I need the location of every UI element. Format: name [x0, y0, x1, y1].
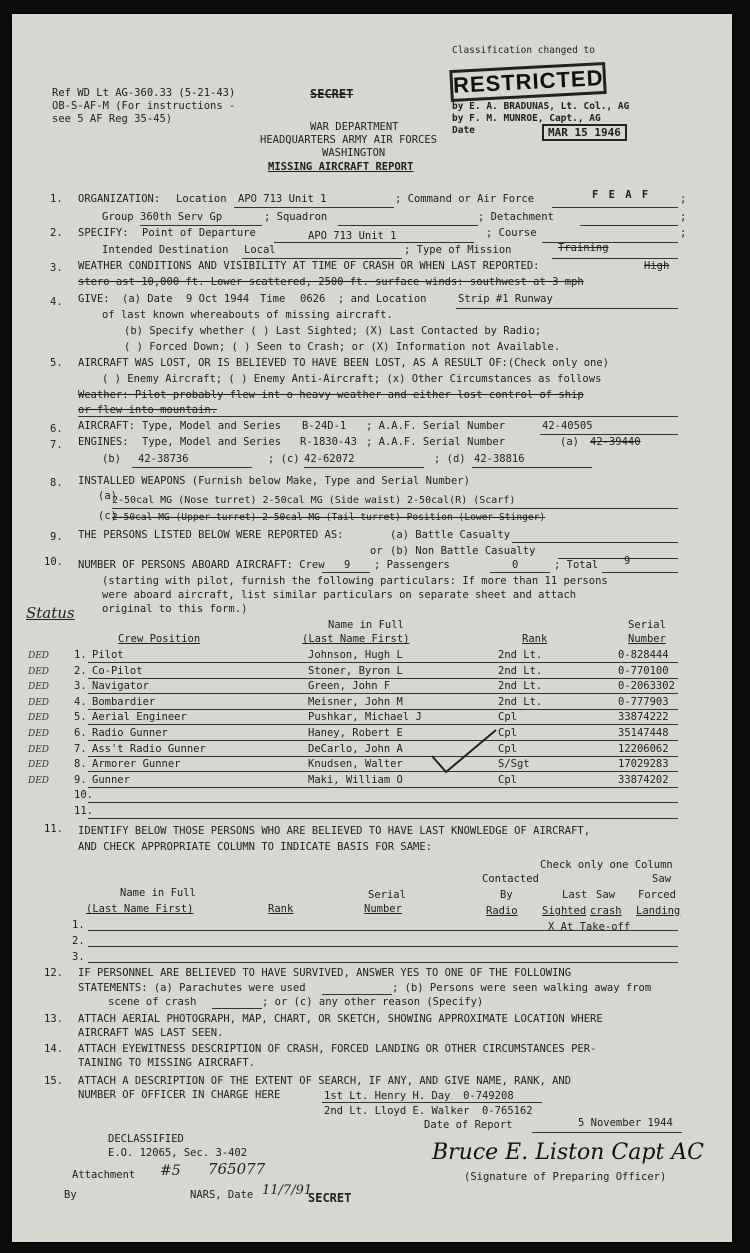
survived-line-3: scene of crash: [108, 996, 197, 1008]
aircraft-type-value: B-24D-1: [302, 420, 347, 432]
eo-reference: E.O. 12065, Sec. 3-402: [108, 1147, 248, 1159]
eyewitness-line-2: TAINING TO MISSING AIRCRAFT.: [78, 1057, 256, 1069]
crew-number: 8.: [74, 758, 87, 771]
attachment-label: Attachment: [72, 1169, 136, 1181]
attachment-number: #5: [160, 1163, 181, 1179]
destination-value: Local: [244, 244, 276, 256]
crew-serial: 17029283: [618, 758, 669, 771]
attach-photo-line-2: AIRCRAFT WAS LAST SEEN.: [78, 1027, 224, 1039]
section-7-number: 7.: [50, 439, 63, 451]
section-12-number: 12.: [44, 967, 63, 979]
date-label: (a) Date: [122, 293, 173, 305]
crew-number: 3.: [74, 680, 87, 693]
crew-position: Radio Gunner: [92, 727, 168, 739]
engine-type-value: R-1830-43: [300, 436, 357, 448]
detachment-label: ; Detachment: [478, 211, 554, 223]
survived-line-3b: ; or (c) any other reason (Specify): [262, 996, 484, 1008]
col-radio: Radio: [486, 905, 518, 917]
witness-col-name-2: (Last Name First): [86, 903, 194, 915]
classification-changed: Classification changed to: [452, 45, 595, 56]
departure-value: APO 713 Unit 1: [308, 230, 397, 242]
crew-status: DED: [28, 744, 50, 755]
witness-row-3: 3.: [72, 951, 85, 963]
crew-position: Co-Pilot: [92, 664, 143, 677]
section-6-number: 6.: [50, 423, 63, 435]
destination-label: Intended Destination: [102, 244, 229, 256]
engine-a-serial: 42-39440: [590, 436, 641, 448]
engine-serial-label: ; A.A.F. Serial Number: [366, 436, 506, 448]
time-label: Time: [260, 293, 286, 305]
declassified-stamp: DECLASSIFIED: [108, 1133, 184, 1145]
col-crew-position: Crew Position: [118, 633, 201, 645]
crew-serial: 0-828444: [618, 649, 669, 661]
crew-position: Armorer Gunner: [92, 758, 181, 771]
survived-line-2: STATEMENTS: (a) Parachutes were used: [78, 982, 306, 994]
declassified-date: 11/7/91: [262, 1183, 313, 1198]
identify-line-1: IDENTIFY BELOW THOSE PERSONS WHO ARE BELIEVED TO HAVE LAST KNOWLEDGE OF AIRCRAFT,: [78, 825, 591, 837]
crew-serial: 33874222: [618, 711, 669, 724]
location-value: APO 713 Unit 1: [238, 193, 327, 205]
officer-in-charge-2: 2nd Lt. Lloyd E. Walker 0-765162: [324, 1105, 533, 1117]
attachment-code: 765077: [208, 1160, 266, 1178]
crew-status: DED: [28, 713, 50, 724]
signature-label: (Signature of Preparing Officer): [464, 1171, 667, 1183]
crew-rank: 2nd Lt.: [498, 649, 543, 661]
crew-serial: 0-2063302: [618, 680, 675, 693]
hq-army-air-forces: HEADQUARTERS ARMY AIR FORCES: [260, 134, 438, 146]
crew-serial: 35147448: [618, 727, 669, 739]
passengers-count: 0: [512, 559, 519, 571]
crew-rank: Cpl: [498, 773, 517, 786]
section-9-number: 9.: [50, 531, 63, 543]
check-mark-icon: [430, 726, 500, 776]
specify-whether-text: (b) Specify whether ( ) Last Sighted; (X) Last Contacted by Radio;: [124, 325, 542, 337]
crew-status: DED: [28, 651, 50, 661]
crew-rank: S/Sgt: [498, 758, 530, 771]
casualty-or: or: [370, 545, 383, 557]
classification-by-1: by E. A. BRADUNAS, Lt. Col., AG: [452, 101, 630, 112]
crew-name: Meisner, John M: [308, 695, 403, 708]
section-14-number: 14.: [44, 1043, 63, 1055]
identify-line-2: AND CHECK APPROPRIATE COLUMN TO INDICATE BASIS FOR SAME:: [78, 841, 433, 853]
witness-row-2: 2.: [72, 935, 85, 947]
col-contacted: Contacted: [482, 873, 539, 885]
crew-position: Gunner: [92, 773, 130, 786]
crew-row-rule: [88, 771, 678, 772]
particulars-line-2: were aboard aircraft, list similar particulars on separate sheet and attach: [102, 589, 577, 601]
lost-cause-options: ( ) Enemy Aircraft; ( ) Enemy Anti-Aircraft; (x) Other Circumstances as follows: [102, 373, 602, 385]
crew-row-rule: [88, 693, 678, 694]
crew-number: 11.: [74, 805, 93, 817]
crew-position: Pilot: [92, 649, 124, 661]
lost-cause-value-2: or flew into mountain.: [78, 404, 218, 416]
war-department: WAR DEPARTMENT: [310, 121, 399, 133]
ref-line-3: see 5 AF Reg 35-45): [52, 113, 173, 125]
section-11-number: 11.: [44, 823, 63, 835]
ref-line-1: Ref WD Lt AG-360.33 (5-21-43): [52, 87, 236, 99]
col-name-2: (Last Name First): [302, 633, 410, 645]
casualty-label: THE PERSONS LISTED BELOW WERE REPORTED AS:: [78, 529, 344, 541]
engine-d-serial: 42-38816: [474, 453, 525, 465]
crew-name: Johnson, Hugh L: [308, 649, 403, 661]
crew-position: Ass't Radio Gunner: [92, 742, 206, 755]
aircraft-serial-value: 42-40505: [542, 420, 593, 432]
col-by: By: [500, 889, 513, 901]
engine-c-label: ; (c): [268, 453, 300, 465]
engine-type-label: Type, Model and Series: [142, 436, 282, 448]
col-sighted: Sighted: [542, 905, 587, 917]
crew-status: DED: [28, 729, 50, 739]
officer-signature: Bruce E. Liston Capt AC: [432, 1140, 705, 1165]
search-line-1: ATTACH A DESCRIPTION OF THE EXTENT OF SEARCH, IF ANY, AND GIVE NAME, RANK, AND: [78, 1075, 572, 1087]
crew-position: Bombardier: [92, 695, 156, 708]
group-label: Group: [102, 211, 134, 223]
course-label: ; Course: [486, 227, 537, 239]
crew-status: DED: [28, 682, 50, 693]
crew-row-rule: [88, 740, 678, 741]
crew-row-rule: [88, 724, 678, 725]
crew-status: DED: [28, 775, 50, 786]
witness-row-1-mark: X At Take-off: [548, 921, 631, 933]
crash-location-value: Strip #1 Runway: [458, 293, 553, 305]
crew-name: DeCarlo, John A: [308, 742, 403, 755]
weather-label: WEATHER CONDITIONS AND VISIBILITY AT TIME OF CRASH OR WHEN LAST REPORTED:: [78, 260, 540, 272]
weather-value-2: stero ast 10,000 ft. Lower scattered, 2500 ft. surface winds: southwest at 3 mph: [78, 276, 584, 288]
crew-row-rule: [88, 662, 678, 663]
col-rank: Rank: [522, 633, 548, 645]
engine-a-label: (a): [560, 436, 579, 448]
section-15-number: 15.: [44, 1075, 63, 1087]
col-saw-forced: Saw: [652, 873, 671, 885]
command-label: ; Command or Air Force: [395, 193, 535, 205]
crew-position: Aerial Engineer: [92, 711, 187, 724]
engines-label: ENGINES:: [78, 436, 129, 448]
crew-row-rule: [88, 756, 678, 757]
crew-rank: 2nd Lt.: [498, 695, 543, 708]
engine-d-label: ; (d): [434, 453, 466, 465]
specify-label: SPECIFY:: [78, 227, 129, 239]
weapons-c-value: 2-50cal MG (Upper turret) 2-50cal MG (Tail turret) Position (Lower Stinger): [112, 512, 546, 523]
engine-b-serial: 42-38736: [138, 453, 189, 465]
organization-label: ORGANIZATION:: [78, 193, 161, 205]
col-name-1: Name in Full: [328, 619, 404, 631]
missing-aircraft-report-page: Ref WD Lt AG-360.33 (5-21-43) OB-S-AF-M (For instructions - see 5 AF Reg 35-45) SECRET Classification changed to RESTRICTED by E. A. BRADUNAS, Lt. Col., AG by F. M. MUNROE, Capt., AG Date MAR 15 1946 WAR DEPARTMENT HEADQUARTERS ARMY AIR FORCES WASHINGTON MISSING AIRCRAFT REPORT 1. ORGANIZATION: Location APO 713 Unit 1 ; Command or Air Force F E A F ; Group 360th Serv Gp ; Squadron ; Detachment ; 2. SPECIFY: Point of Departure APO 713 Unit 1 ; Course ; Intended Destination Local ; Type of Mission Training 3. WEATHER CONDITIONS AND VISIBILITY AT TIME OF CRASH OR WHEN LAST REPORTED: High stero ast 10,000 ft. Lower scattered, 2500 ft. surface winds: southwest at 3 mph 4. GIVE: (a) Date 9 Oct 1944 Time 0626 ; and Location Strip #1 Runway of last known whereabouts of missing aircraft. (b) Specify whether ( ) Last Sighted; (X) Last Contacted by Radio; ( ) Forced Down; ( ) Seen to Crash; or (X) Information not Available. 5. AIRCRAFT WAS LOST, OR IS BELIEVED TO HAVE BEEN LOST, AS A RESULT OF:(Check only one) ( ) Enemy Aircraft; ( ) Enemy Anti-Aircraft; (x) Other Circumstances as follows Weather: Pilot probably flew int o heavy weather and either lost control of ship or flew into mountain. 6. AIRCRAFT: Type, Model and Series B-24D-1 ; A.A.F. Serial Number 42-40505 7. ENGINES: Type, Model and Series R-1830-43 ; A.A.F. Serial Number (a) 42-39440 (b) 42-38736 ; (c) 42-62072 ; (d) 42-38816 8. INSTALLED WEAPONS (Furnish below Make, Type and Serial Number) (a) 2-50cal MG (Nose turret) 2-50cal MG (Side waist) 2-50cal(R) (Scarf) (c) 2-50cal MG (Upper turret) 2-50cal MG (Tail turret) Position (Lower Stinger) 9. THE PERSONS LISTED BELOW WERE REPORTED AS: (a) Battle Casualty or (b) Non Battle Casualty 10. NUMBER OF PERSONS ABOARD AIRCRAFT: Crew 9 ; Passengers 0 ; Total 9 (starting with pilot, furnish the following particulars: If more than 11 persons were aboard aircraft, list similar particulars on separate sheet and attach original to this form.) Status Crew Position Name in Full (Last Name First) Rank Serial Number DED 1. Pilot Johnson, Hugh L 2nd Lt. 0-828444 DED 2. Co-Pilot Stoner, Byron L 2nd Lt. 0-770100 DED 3. Navigator Green, John F 2nd Lt. 0-2063302 DED 4. Bombardier Meisner, John M 2nd Lt. 0-777903 DED 5. Aerial Engineer Pushkar, Michael J Cpl 33874222 DED 6. Radio Gunner Haney, Robert E Cpl 35147448 DED 7. Ass't Radio Gunner DeCarlo, John A Cpl 12206062 DED 8. Armorer Gunner Knudsen, Walter S/Sgt 17029283 DED 9. Gunner Maki, William O Cpl 33874202 10. 11. 11. IDENTIFY BELOW THOSE PERSONS WHO ARE BELIEVED TO HAVE LAST KNOWLEDGE OF AIRCRAFT, AND CHECK APPROPRIATE COLUMN TO INDICATE BASIS FOR SAME: Check only one Column Contacted By Radio Last Sighted Saw crash Saw Forced Landing Name in Full (Last Name First) Rank Serial Number 1. X At Take-off 2. 3. 12. IF PERSONNEL ARE BELIEVED TO HAVE SURVIVED, ANSWER YES TO ONE OF THE FOLLOWING STATEMENTS: (a) Parachutes were used ; (b) Persons were seen walking away from scene of crash ; or (c) any other reason (Specify) 13. ATTACH AERIAL PHOTOGRAPH, MAP, CHART, OR SKETCH, SHOWING APPROXIMATE LOCATION WHERE AIRCRAFT WAS LAST SEEN. 14. ATTACH EYEWITNESS DESCRIPTION OF CRASH, FORCED LANDING OR OTHER CIRCUMSTANCES PER- TAINING TO MISSING AIRCRAFT. 15. ATTACH A DESCRIPTION OF THE EXTENT OF SEARCH, IF ANY, AND GIVE NAME, RANK, AND NUMBER OF OFFICER IN CHARGE HERE 1st Lt. Henry H. Day 0-749208 2nd Lt. Lloyd E. Walker 0-765162 DECLASSIFIED E.O. 12065, Sec. 3-402 Attachment #5 765077 By NARS, Date 11/7/91 SECRET Date of Report 5 November 1944 Bruce E. Liston Capt AC (Signature of Preparing Officer): [12, 14, 732, 1242]
give-label: GIVE:: [78, 293, 110, 305]
crew-number: 9.: [74, 773, 87, 786]
engine-b-label: (b): [102, 453, 121, 465]
restricted-stamp: RESTRICTED: [449, 62, 606, 102]
witness-col-serial-1: Serial: [368, 889, 406, 901]
non-battle-casualty-option: (b) Non Battle Casualty: [390, 545, 536, 557]
crew-name: Stoner, Byron L: [308, 664, 403, 677]
col-serial-2: Number: [628, 633, 666, 645]
classification-date-label: Date: [452, 125, 475, 136]
date-of-report-label: Date of Report: [424, 1119, 513, 1131]
col-crash: crash: [590, 905, 622, 917]
secret-marking-top: SECRET: [310, 87, 354, 101]
particulars-line-1: (starting with pilot, furnish the following particulars: If more than 11 persons: [102, 575, 608, 587]
weapons-a-label: (a): [98, 490, 117, 502]
mission-type-value: Training: [558, 242, 609, 254]
col-forced: Forced: [638, 889, 676, 901]
crew-number: 2.: [74, 664, 87, 677]
status-heading: Status: [26, 604, 75, 622]
passengers-label: ; Passengers: [374, 559, 450, 571]
ref-line-2: OB-S-AF-M (For instructions -: [52, 100, 236, 112]
washington: WASHINGTON: [322, 147, 386, 159]
attach-photo-line-1: ATTACH AERIAL PHOTOGRAPH, MAP, CHART, OR SKETCH, SHOWING APPROXIMATE LOCATION WHERE: [78, 1013, 603, 1025]
crew-position: Navigator: [92, 680, 149, 693]
report-title: MISSING AIRCRAFT REPORT: [268, 161, 414, 173]
witness-row-1: 1.: [72, 919, 85, 931]
crew-status: DED: [28, 697, 50, 708]
persons-aboard-label: NUMBER OF PERSONS ABOARD AIRCRAFT: Crew: [78, 559, 325, 571]
date-value: 9 Oct 1944: [186, 293, 250, 305]
crew-serial: 0-777903: [618, 695, 669, 708]
crew-rank: Cpl: [498, 727, 517, 739]
crew-row-rule: [88, 818, 678, 819]
col-landing: Landing: [636, 905, 681, 917]
crew-rank: Cpl: [498, 711, 517, 724]
battle-casualty-option: (a) Battle Casualty: [390, 529, 511, 541]
crew-serial: 12206062: [618, 742, 669, 755]
crew-name: Pushkar, Michael J: [308, 711, 422, 724]
witness-col-rank: Rank: [268, 903, 294, 915]
secret-marking-bottom: SECRET: [308, 1191, 352, 1205]
eyewitness-line-1: ATTACH EYEWITNESS DESCRIPTION OF CRASH, FORCED LANDING OR OTHER CIRCUMSTANCES PER-: [78, 1043, 597, 1055]
col-serial-1: Serial: [628, 619, 666, 631]
crew-rank: 2nd Lt.: [498, 680, 543, 693]
squadron-label: ; Squadron: [264, 211, 328, 223]
crew-serial: 0-770100: [618, 664, 669, 677]
survived-line-2b: ; (b) Persons were seen walking away from: [392, 982, 652, 994]
section-3-number: 3.: [50, 262, 63, 274]
nars-date-label: NARS, Date: [190, 1189, 254, 1201]
crew-status: DED: [28, 666, 50, 677]
weapons-a-value: 2-50cal MG (Nose turret) 2-50cal MG (Side waist) 2-50cal(R) (Scarf): [112, 495, 516, 506]
section-13-number: 13.: [44, 1013, 63, 1025]
survived-line-1: IF PERSONNEL ARE BELIEVED TO HAVE SURVIVED, ANSWER YES TO ONE OF THE FOLLOWING: [78, 967, 572, 979]
crew-number: 1.: [74, 649, 87, 661]
col-saw: Saw: [596, 889, 615, 901]
group-value: 360th Serv Gp: [140, 211, 223, 223]
crew-number: 5.: [74, 711, 87, 724]
officer-in-charge-1: 1st Lt. Henry H. Day 0-749208: [324, 1090, 514, 1102]
witness-col-name-1: Name in Full: [120, 887, 196, 899]
date-of-report-value: 5 November 1944: [578, 1117, 673, 1129]
section-5-number: 5.: [50, 357, 63, 369]
crew-name: Haney, Robert E: [308, 727, 403, 739]
aircraft-type-label: Type, Model and Series: [142, 420, 282, 432]
crew-number: 10.: [74, 789, 93, 802]
crew-row-rule: [88, 709, 678, 710]
crew-row-rule: [88, 678, 678, 679]
search-line-2: NUMBER OF OFFICER IN CHARGE HERE: [78, 1089, 281, 1101]
crash-location-label: ; and Location: [338, 293, 427, 305]
engine-c-serial: 42-62072: [304, 453, 355, 465]
crew-status: DED: [28, 760, 50, 771]
total-count: 9: [624, 555, 631, 567]
classification-date: MAR 15 1946: [542, 124, 627, 141]
section-10-number: 10.: [44, 556, 63, 568]
section-1-number: 1.: [50, 193, 63, 205]
crew-number: 4.: [74, 695, 87, 708]
total-label: ; Total: [554, 559, 599, 571]
section-4-number: 4.: [50, 296, 63, 308]
col-last: Last: [562, 889, 588, 901]
classification-by-2: by F. M. MUNROE, Capt., AG: [452, 113, 601, 124]
crew-number: 6.: [74, 727, 87, 739]
crew-rank: Cpl: [498, 742, 517, 755]
command-value: F E A F: [592, 189, 651, 201]
aircraft-serial-label: ; A.A.F. Serial Number: [366, 420, 506, 432]
departure-label: Point of Departure: [142, 227, 256, 239]
lost-cause-value-1: Weather: Pilot probably flew int o heavy weather and either lost control of ship: [78, 389, 584, 401]
forced-down-text: ( ) Forced Down; ( ) Seen to Crash; or (X) Information not Available.: [124, 341, 561, 353]
aircraft-label: AIRCRAFT:: [78, 420, 135, 432]
crew-rank: 2nd Lt.: [498, 664, 543, 677]
lost-cause-label: AIRCRAFT WAS LOST, OR IS BELIEVED TO HAVE BEEN LOST, AS A RESULT OF:(Check only one): [78, 357, 610, 369]
crew-row-rule: [88, 787, 678, 788]
check-only-one: Check only one Column: [540, 859, 673, 871]
mission-type-label: ; Type of Mission: [404, 244, 512, 256]
crew-name: Maki, William O: [308, 773, 403, 786]
crew-name: Knudsen, Walter: [308, 758, 403, 771]
particulars-line-3: original to this form.): [102, 603, 248, 615]
location-label: Location: [176, 193, 227, 205]
whereabouts-text: of last known whereabouts of missing aircraft.: [102, 309, 393, 321]
section-8-number: 8.: [50, 477, 63, 489]
crew-serial: 33874202: [618, 773, 669, 786]
weapons-label: INSTALLED WEAPONS (Furnish below Make, Type and Serial Number): [78, 475, 470, 487]
weather-value-1: High: [644, 260, 670, 272]
by-label: By: [64, 1189, 77, 1201]
time-value: 0626: [300, 293, 326, 305]
crew-number: 7.: [74, 742, 87, 755]
section-2-number: 2.: [50, 227, 63, 239]
weapons-c-label: (c): [98, 510, 117, 522]
witness-col-serial-2: Number: [364, 903, 402, 915]
crew-name: Green, John F: [308, 680, 391, 693]
crew-row-rule: [88, 802, 678, 803]
crew-count: 9: [344, 559, 351, 571]
